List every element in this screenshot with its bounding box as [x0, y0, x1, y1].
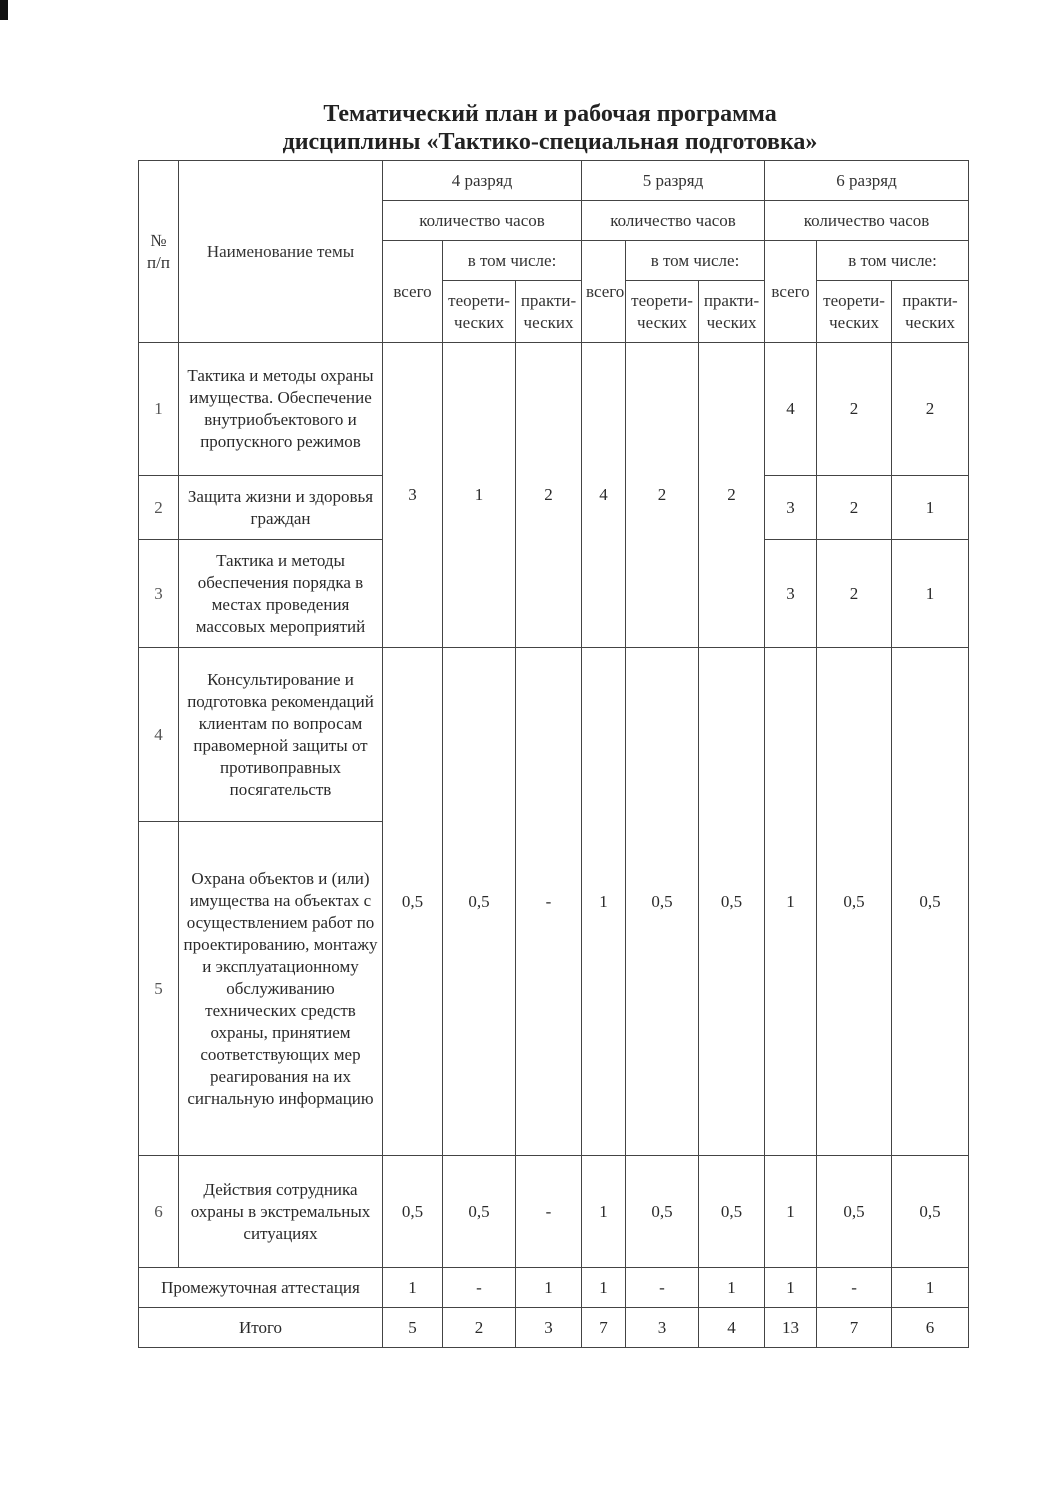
g5-practice-cell: 2	[699, 343, 765, 648]
topic-name: Консультирование и подготовка рекомендаций клиентам по вопросам правомерной защиты от противоправных посягательств	[179, 648, 383, 822]
header-hours-5: количество часов	[582, 201, 765, 241]
g6-total-cell: 1	[765, 648, 817, 1156]
total-row	[139, 1308, 969, 1348]
header-grade-4: 4 разряд	[383, 161, 582, 201]
g4-practice-cell: -	[516, 648, 582, 1156]
title-line-1: Тематический план и рабочая программа	[323, 101, 777, 127]
header-practice-4: практи-ческих	[516, 281, 582, 343]
g6-theory-cell: 0,5	[817, 648, 892, 1156]
g6-practice-cell: 0,5	[892, 648, 969, 1156]
header-including-4: в том числе:	[443, 241, 582, 281]
interim-value: 1	[516, 1268, 582, 1308]
g4-theory-cell: 0,5	[443, 648, 516, 1156]
g5-total-cell: 4	[582, 343, 626, 648]
total-label: Итого	[139, 1308, 383, 1348]
topic-name: Охрана объектов и (или) имущества на объектах с осуществлением работ по проектированию, монтажу и эксплуатационному обслуживанию технических средств охраны, принятием соответствующих мер реагирования на их сигнальную информацию	[179, 822, 383, 1156]
header-practice-6: практи-ческих	[892, 281, 969, 343]
topic-num: 5	[139, 822, 179, 1156]
g4-theory-cell: 1	[443, 343, 516, 648]
g6-theory-cell: 2	[817, 476, 892, 540]
g4-theory-cell: 0,5	[443, 1156, 516, 1268]
total-value: 2	[443, 1308, 516, 1348]
total-value: 3	[626, 1308, 699, 1348]
g6-theory-cell: 2	[817, 343, 892, 476]
g6-total-cell: 4	[765, 343, 817, 476]
scan-corner-mark	[0, 0, 8, 20]
interim-value: -	[443, 1268, 516, 1308]
header-row-grades	[139, 161, 969, 201]
header-total-6: всего	[765, 241, 817, 343]
total-value: 3	[516, 1308, 582, 1348]
g5-total-cell: 1	[582, 1156, 626, 1268]
g5-total-cell: 1	[582, 648, 626, 1156]
total-value: 7	[817, 1308, 892, 1348]
header-practice-5: практи-ческих	[699, 281, 765, 343]
topic-num: 3	[139, 540, 179, 648]
interim-value: 1	[699, 1268, 765, 1308]
interim-label: Промежуточная аттестация	[139, 1268, 383, 1308]
thematic-plan-table	[138, 160, 969, 1348]
header-topic: Наименование темы	[179, 161, 383, 343]
total-value: 7	[582, 1308, 626, 1348]
g4-practice-cell: 2	[516, 343, 582, 648]
topic-num: 4	[139, 648, 179, 822]
topic-name: Тактика и методы охраны имущества. Обеспечение внутриобъектового и пропускного режимов	[179, 343, 383, 476]
interim-value: 1	[582, 1268, 626, 1308]
topic-num: 1	[139, 343, 179, 476]
interim-value: 1	[765, 1268, 817, 1308]
g4-total-cell: 0,5	[383, 1156, 443, 1268]
g6-practice-cell: 1	[892, 476, 969, 540]
header-num: № п/п	[139, 161, 179, 343]
header-including-6: в том числе:	[817, 241, 969, 281]
table-row	[139, 343, 969, 476]
header-hours-6: количество часов	[765, 201, 969, 241]
topic-num: 2	[139, 476, 179, 540]
header-grade-5: 5 разряд	[582, 161, 765, 201]
g6-total-cell: 3	[765, 476, 817, 540]
interim-value: -	[817, 1268, 892, 1308]
interim-value: 1	[892, 1268, 969, 1308]
header-theory-4: теорети-ческих	[443, 281, 516, 343]
header-theory-5: теорети-ческих	[626, 281, 699, 343]
g6-practice-cell: 0,5	[892, 1156, 969, 1268]
header-theory-6: теорети-ческих	[817, 281, 892, 343]
total-value: 5	[383, 1308, 443, 1348]
total-value: 6	[892, 1308, 969, 1348]
g6-theory-cell: 0,5	[817, 1156, 892, 1268]
header-grade-6: 6 разряд	[765, 161, 969, 201]
total-value: 4	[699, 1308, 765, 1348]
g5-theory-cell: 2	[626, 343, 699, 648]
g5-practice-cell: 0,5	[699, 1156, 765, 1268]
header-including-5: в том числе:	[626, 241, 765, 281]
g4-total-cell: 0,5	[383, 648, 443, 1156]
topic-name: Тактика и методы обеспечения порядка в местах проведения массовых мероприятий	[179, 540, 383, 648]
interim-value: -	[626, 1268, 699, 1308]
header-total-5: всего	[582, 241, 626, 343]
table-row	[139, 1156, 969, 1268]
table-row	[139, 648, 969, 822]
total-value: 13	[765, 1308, 817, 1348]
g6-total-cell: 3	[765, 540, 817, 648]
g6-theory-cell: 2	[817, 540, 892, 648]
g6-practice-cell: 1	[892, 540, 969, 648]
interim-attestation-row	[139, 1268, 969, 1308]
topic-name: Защита жизни и здоровья граждан	[179, 476, 383, 540]
topic-name: Действия сотрудника охраны в экстремальных ситуациях	[179, 1156, 383, 1268]
topic-num: 6	[139, 1156, 179, 1268]
g5-practice-cell: 0,5	[699, 648, 765, 1156]
g6-practice-cell: 2	[892, 343, 969, 476]
header-total-4: всего	[383, 241, 443, 343]
g6-total-cell: 1	[765, 1156, 817, 1268]
g5-theory-cell: 0,5	[626, 1156, 699, 1268]
document-title	[0, 100, 1061, 156]
g4-practice-cell: -	[516, 1156, 582, 1268]
g5-theory-cell: 0,5	[626, 648, 699, 1156]
title-line-2: дисциплины «Тактико-специальная подготовка»	[282, 129, 818, 155]
interim-value: 1	[383, 1268, 443, 1308]
header-hours-4: количество часов	[383, 201, 582, 241]
g4-total-cell: 3	[383, 343, 443, 648]
